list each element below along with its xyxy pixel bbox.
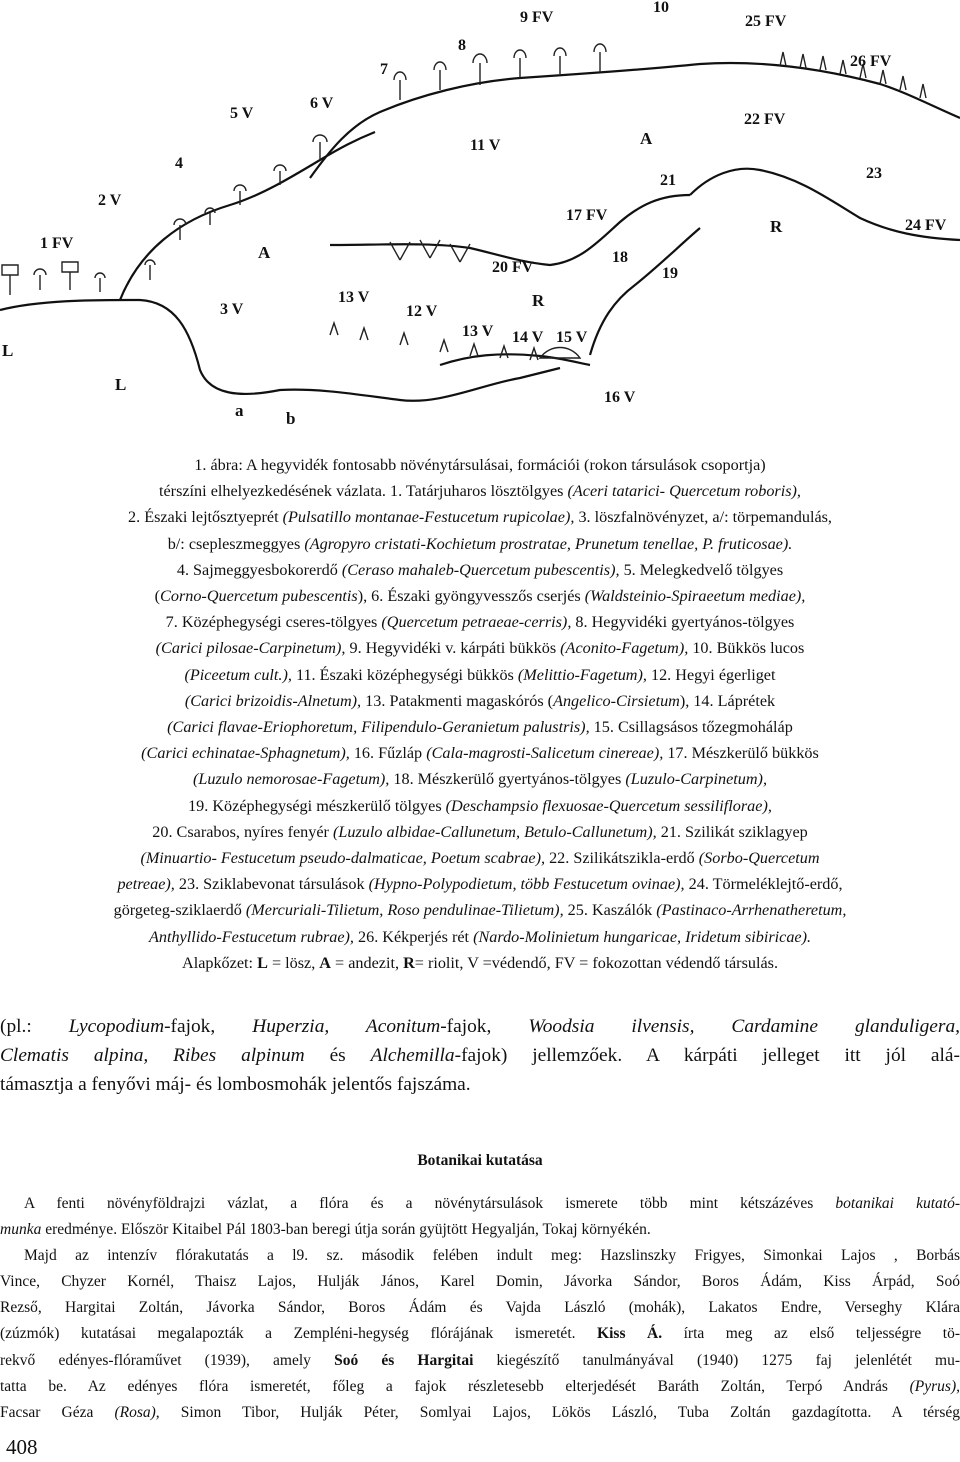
paragraph-line: tatta be. Az edényes flóra ismeretét, főleg a fajok részletesebb elterjedését Baráth Zoltán, Terpó András (Pyrus), <box>0 1377 960 1395</box>
label-1fv: 1 FV <box>40 235 74 252</box>
paragraph-line: Vince, Chyzer Kornél, Thaisz Lajos, Hulják János, Karel Domin, Jávorka Sándor, Boros Ádám, Kiss Árpád, Soó <box>0 1273 960 1291</box>
caption-line: (Carici flavae-Eriophoretum, Filipendulo-Geranietum palustris), 15. Csillagsásos tőzegmoháláp <box>167 718 793 737</box>
paragraph-line: Facsar Géza (Rosa), Simon Tibor, Hulják Péter, Somlyai Lajos, Lökös László, Tuba Zoltán gazdagította. A térség <box>0 1403 960 1421</box>
paragraph-line: Clematis alpina, Ribes alpinum és Alchemilla-fajok) jellemzőek. A kárpáti jelleget itt jól alá- <box>0 1045 960 1066</box>
caption-line: 2. Északi lejtősztyeprét (Pulsatillo montanae-Festucetum rupicolae), 3. löszfalnövényzet, a/: törpemandulás, <box>128 508 832 527</box>
italic-term: (Minuartio- Festucetum pseudo-dalmaticae, Poetum scabrae), <box>140 849 546 868</box>
italic-term: (Luzulo-Carpinetum), <box>625 770 767 789</box>
bold-term: R <box>403 953 415 972</box>
label-20fv: 20 FV <box>492 259 534 276</box>
label-R1: R <box>532 291 545 310</box>
italic-term: (Mercuriali-Tilietum, Roso pendulinae-Tilietum), <box>245 901 564 920</box>
marsh-plants <box>330 323 538 360</box>
valley-slope <box>330 195 690 265</box>
italic-term: (Pastinaco-Arrhenatheretum, <box>656 901 847 920</box>
label-13v-b: 13 V <box>462 323 494 340</box>
label-11v: 11 V <box>470 137 501 154</box>
italic-term: (Aceri tatarici- Quercetum roboris), <box>567 482 801 501</box>
label-17fv: 17 FV <box>566 207 608 224</box>
paragraph-line: (zúzmók) kutatásai megalapozták a Zempléni-hegység flórájának ismeretét. Kiss Á. írta meg az első teljességre tö- <box>0 1325 960 1343</box>
label-A1: A <box>258 243 271 262</box>
andesite-ridge <box>310 63 960 178</box>
caption-line: petreae), 23. Sziklabevonat társulások (Hypno-Polypodietum, több Festucetum ovinae), 24. Törmeléklejtő-erdő, <box>117 875 843 894</box>
section-title: Botanikai kutatása <box>417 1152 543 1169</box>
italic-term: Woodsia ilvensis, Cardamine glanduligera, <box>528 1016 960 1037</box>
italic-term: Anthyllido-Festucetum rubrae), <box>148 927 354 946</box>
italic-term: (Sorbo-Quercetum <box>698 849 820 868</box>
paragraph-line: munka eredménye. Először Kitaibel Pál 1803-ban beregi útja során gyüjtött Hegyalján, Tokaj környékén. <box>0 1221 651 1239</box>
botanical-research-text <box>0 1191 960 1426</box>
italic-term: (Hypno-Polypodietum, több Festucetum ovinae), <box>368 875 685 894</box>
italic-term: (Pulsatillo montanae-Festucetum rupicolae), <box>282 508 575 527</box>
italic-term: (Rosa), <box>114 1403 160 1421</box>
label-3v: 3 V <box>220 301 244 318</box>
italic-term: (Waldsteinio-Spiraeetum mediae), <box>584 587 806 606</box>
italic-term: (Cala-magrosti-Salicetum cinereae), <box>426 744 664 763</box>
label-12v: 12 V <box>406 303 438 320</box>
italic-term: Corno-Quercetum pubescentis <box>160 587 358 606</box>
vegetation-profile-figure <box>0 0 960 440</box>
italic-term: Angelico-Cirsietum <box>553 691 680 710</box>
italic-term: Clematis alpina, Ribes alpinum <box>0 1045 305 1066</box>
italic-term: Alchemilla <box>370 1045 455 1066</box>
caption-line: (Piceetum cult.), 11. Északi középhegységi bükkös (Melittio-Fagetum), 12. Hegyi égerliget <box>184 665 776 684</box>
label-6v: 6 V <box>310 95 334 112</box>
italic-term: (Quercetum petraeae-cerris), <box>381 613 572 632</box>
bold-term: Kiss Á. <box>597 1325 663 1343</box>
trees-hill <box>145 135 327 280</box>
italic-term: (Carici pilosae-Carpinetum), <box>155 639 346 658</box>
inner-ridge <box>590 228 700 355</box>
stream-bed <box>440 354 590 365</box>
caption-line: b/: csepleszmeggyes (Agropyro cristati-Kochietum prostratae, Prunetum tenellae, P. fruticosae). <box>167 534 793 553</box>
paragraph-line: (pl.: Lycopodium-fajok, Huperzia, Aconitum-fajok, Woodsia ilvensis, Cardamine glanduligera, <box>0 1016 960 1037</box>
label-19: 19 <box>662 265 678 282</box>
caption-line: (Carici echinatae-Sphagnetum), 16. Fűzláp (Cala-magrosti-Salicetum cinereae), 17. Mészkerülő bükkös <box>141 744 819 763</box>
italic-term: (Agropyro cristati-Kochietum prostratae, Prunetum tenellae, P. fruticosae). <box>304 534 793 553</box>
paragraph-line: rekvő edényes-flóraművet (1939), amely Soó és Hargitai kiegészítő tanulmányával (1940) 1275 faj jelenlétét mu- <box>0 1351 960 1369</box>
italic-term: (Carici echinatae-Sphagnetum), <box>141 744 350 763</box>
caption-line: (Corno-Quercetum pubescentis), 6. Északi gyöngyvesszős cserjés (Waldsteinio-Spiraeetum mediae), <box>154 587 806 606</box>
italic-term: (Luzulo nemorosae-Fagetum), <box>193 770 390 789</box>
label-8: 8 <box>458 37 466 54</box>
label-b: b <box>286 409 296 428</box>
label-22fv: 22 FV <box>744 111 786 128</box>
caption-line: 4. Sajmeggyesbokorerdő (Ceraso mahaleb-Quercetum pubescentis), 5. Melegkedvelő tölgyes <box>176 560 784 579</box>
label-5v: 5 V <box>230 105 254 122</box>
label-9fv: 9 FV <box>520 9 554 26</box>
label-a: a <box>235 401 244 420</box>
paragraph-line: A fenti növényföldrajzi vázlat, a flóra és a növénytársulások ismerete több mint kétszázéves botanikai kutató- <box>24 1195 960 1212</box>
label-10: 10 <box>653 0 669 16</box>
label-15v: 15 V <box>556 329 588 346</box>
caption-line: 20. Csarabos, nyíres fenyér (Luzulo albidae-Callunetum, Betulo-Callunetum), 21. Szilikát sziklagyep <box>152 822 808 841</box>
label-21: 21 <box>660 172 676 189</box>
caption-line: Anthyllido-Festucetum rubrae), 26. Kékperjés rét (Nardo-Molinietum hungaricae, Iridetum sibiricae). <box>148 927 812 946</box>
italic-term: botanikai kutató- <box>835 1195 960 1212</box>
italic-term: (Melittio-Fagetum), <box>517 665 647 684</box>
label-18: 18 <box>612 249 628 266</box>
italic-term: (Aconito-Fagetum), <box>560 639 689 658</box>
label-26fv: 26 FV <box>850 53 892 70</box>
label-16v: 16 V <box>604 389 636 406</box>
caption-line: (Luzulo nemorosae-Fagetum), 18. Mészkerülő gyertyános-tölgyes (Luzulo-Carpinetum), <box>193 770 767 789</box>
italic-term: (Nardo-Molinietum hungaricae, Iridetum sibiricae). <box>473 927 812 946</box>
label-7: 7 <box>380 61 388 78</box>
shrubs-left <box>2 262 105 295</box>
italic-term: (Pyrus), <box>909 1377 960 1395</box>
bold-term: A <box>319 953 331 972</box>
label-A2: A <box>640 129 653 148</box>
italic-term: (Luzulo albidae-Callunetum, Betulo-Callunetum), <box>332 822 657 841</box>
caption-line: 19. Középhegységi mészkerülő tölgyes (Deschampsio flexuosae-Quercetum sessiliflorae), <box>188 796 772 815</box>
bold-term: L <box>257 953 268 972</box>
label-14v: 14 V <box>512 329 544 346</box>
italic-term: (Carici flavae-Eriophoretum, Filipendulo-Geranietum palustris), <box>167 718 590 737</box>
italic-term: Huperzia, Aconitum <box>252 1016 441 1037</box>
paragraph-line: támasztja a fenyővi máj- és lombosmohák jelentős fajszáma. <box>0 1074 471 1095</box>
caption-line: 1. ábra: A hegyvidék fontosabb növénytársulásai, formációi (rokon társulások csoportja) <box>194 456 766 474</box>
label-23: 23 <box>866 165 882 182</box>
label-13v-a: 13 V <box>338 289 370 306</box>
caption-line: (Carici pilosae-Carpinetum), 9. Hegyvidéki v. kárpáti bükkös (Aconito-Fagetum), 10. Bükkös lucos <box>155 639 805 658</box>
label-24fv: 24 FV <box>905 217 947 234</box>
caption-line: görgeteg-sziklaerdő (Mercuriali-Tilietum, Roso pendulinae-Tilietum), 25. Kaszálók (Pastinaco-Arrhenatheretum, <box>113 901 847 920</box>
italic-term: munka <box>0 1221 42 1239</box>
loess-hill <box>120 132 375 300</box>
label-4: 4 <box>175 155 183 172</box>
bold-term: Soó és Hargitai <box>334 1351 474 1369</box>
trees-ridge <box>394 44 606 100</box>
italic-term: (Ceraso mahaleb-Quercetum pubescentis), <box>341 560 620 579</box>
italic-term: (Carici brizoidis-Alnetum), <box>184 691 362 710</box>
figure-caption <box>0 452 960 976</box>
caption-line: (Minuartio- Festucetum pseudo-dalmaticae, Poetum scabrae), 22. Szilikátszikla-erdő (Sorbo-Quercetum <box>140 849 820 868</box>
paragraph-line: Rezső, Hargitai Zoltán, Jávorka Sándor, Boros Ádám és Vajda László (mohák), Lakatos Endre, Verseghy Klára <box>0 1299 960 1317</box>
caption-line: 7. Középhegységi cseres-tölgyes (Quercetum petraeae-cerris), 8. Hegyvidéki gyertyános-tölgyes <box>165 613 795 632</box>
caption-line: térszíni elhelyezkedésének vázlata. 1. Tatárjuharos lösztölgyes (Aceri tatarici- Quercetum roboris), <box>159 482 801 501</box>
label-2v: 2 V <box>98 192 122 209</box>
page-number: 408 <box>6 1435 38 1459</box>
italic-term: Lycopodium <box>68 1016 165 1037</box>
vegetation-marks <box>2 44 926 360</box>
label-L2: L <box>115 375 127 394</box>
label-25fv: 25 FV <box>745 13 787 30</box>
italic-term: (Piceetum cult.), <box>184 665 292 684</box>
label-L1: L <box>2 341 14 360</box>
terrain-profile <box>0 63 960 401</box>
italic-term: (Deschampsio flexuosae-Quercetum sessiliflorae), <box>445 796 772 815</box>
caption-line: (Carici brizoidis-Alnetum), 13. Patakmenti magaskórós (Angelico-Cirsietum), 14. Láprétek <box>184 691 776 710</box>
paragraph-line: Majd az intenzív flórakutatás a l9. sz. második felében indult meg: Hazslinszky Frigyes, Simonkai Lajos , Borbás <box>24 1247 960 1265</box>
caption-line: Alapkőzet: L = lösz, A = andezit, R= riolit, V =védendő, FV = fokozottan védendő társulás. <box>182 953 778 972</box>
carpathian-paragraph <box>0 1012 960 1099</box>
italic-term: petreae), <box>117 875 175 894</box>
label-R2: R <box>770 217 783 236</box>
